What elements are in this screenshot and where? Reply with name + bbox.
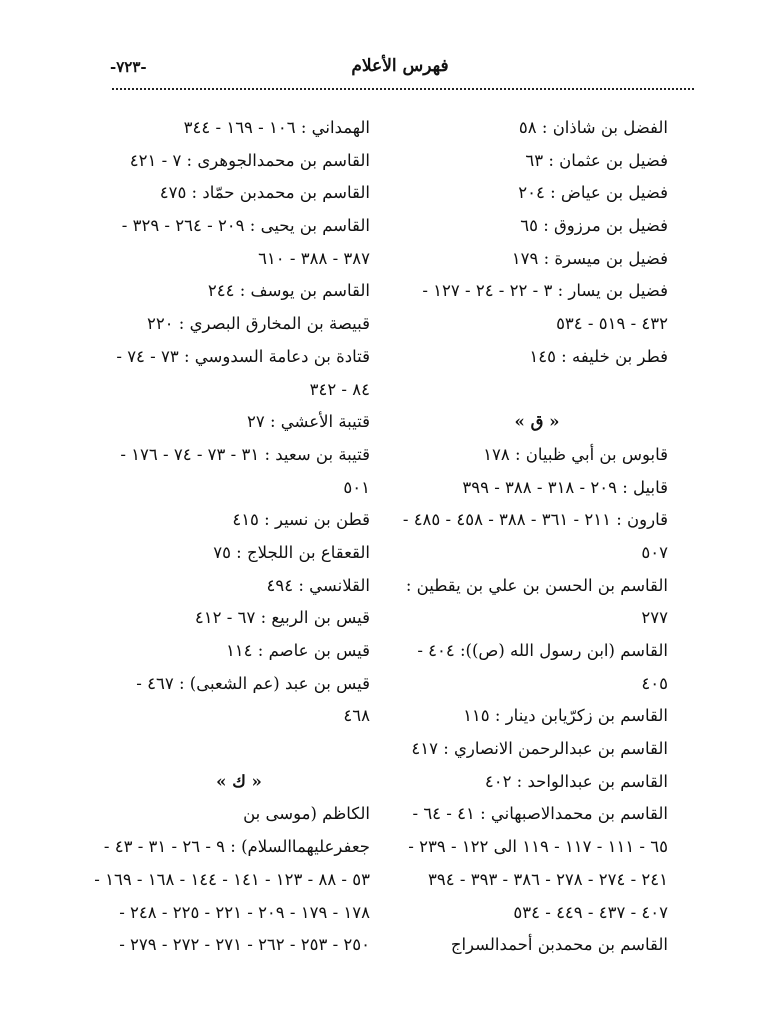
index-entry: فضيل بن يسار : ٣ - ٢٢ - ٢٤ - ١٢٧ - <box>422 281 668 301</box>
index-entry: قتيبة بن سعيد : ٣١ - ٧٣ - ٧٤ - ١٧٦ - <box>120 444 370 464</box>
blank-line <box>406 374 668 407</box>
index-entry-continuation: ٤٣٢ - ٥١٩ - ٥٣٤ <box>556 314 668 334</box>
index-entry-continuation: ٨٤ - ٣٤٢ <box>309 379 370 399</box>
page-title: فهرس الأعلام <box>351 56 449 76</box>
index-entry: القلانسي : ٤٩٤ <box>266 575 370 595</box>
index-entry: الكاظم (موسى بن <box>243 804 370 824</box>
index-entry-continuation: ٥٣ - ٨٨ - ١٢٣ - ١٤١ - ١٤٤ - ١٦٨ - ١٦٩ - <box>94 869 370 889</box>
index-entry: قطن بن نسير : ٤١٥ <box>232 510 370 530</box>
section-letter-heading: « ك » <box>216 771 262 791</box>
index-entry: القاسم بن محمدبن حمّاد : ٤٧٥ <box>159 183 370 203</box>
index-entry-continuation: ١٧٨ - ١٧٩ - ٢٠٩ - ٢٢١ - ٢٢٥ - ٢٤٨ - <box>119 902 370 922</box>
index-entry: قارون : ٢١١ - ٣٦١ - ٣٨٨ - ٤٥٨ - ٤٨٥ - <box>402 510 668 530</box>
index-entry: القاسم بن محمدالجوهرى : ٧ - ٤٢١ <box>129 150 370 170</box>
index-entry-continuation: ٥٠١ <box>343 477 370 497</box>
index-entry-continuation: ٦٥ - ١١١ - ١١٧ - ١١٩ الى ١٢٢ - ٢٣٩ - <box>408 837 668 857</box>
index-entry-continuation: ٣٨٧ - ٣٨٨ - ٦١٠ <box>258 248 370 268</box>
index-entry: قتادة بن دعامة السدوسي : ٧٣ - ٧٤ - <box>116 346 370 366</box>
index-entry: فضيل بن مرزوق : ٦٥ <box>520 216 668 236</box>
index-entry: القعقاع بن اللجلاج : ٧٥ <box>213 542 370 562</box>
index-entry: فضيل بن ميسرة : ١٧٩ <box>511 248 668 268</box>
index-entry: قيس بن عبد (عم الشعبى) : ٤٦٧ - <box>136 673 370 693</box>
index-entry: القاسم بن عبدالواحد : ٤٠٢ <box>484 771 668 791</box>
page-header <box>110 56 690 84</box>
index-entry-continuation: ٤٦٨ <box>343 706 370 726</box>
index-entry: فطر بن خليفه : ١٤٥ <box>529 346 668 366</box>
section-letter-heading: « ق » <box>514 412 560 432</box>
index-entry: القاسم (ابن رسول الله (ص)): ٤٠٤ - <box>417 641 668 660</box>
index-entry: قابوس بن أبي ظبيان : ١٧٨ <box>483 444 668 464</box>
index-entry: فضيل بن عثمان : ٦٣ <box>525 150 668 170</box>
index-entry: القاسم بن محمدبن أحمدالسراج <box>450 935 668 955</box>
index-column-right <box>402 112 668 962</box>
index-entry: قابيل : ٢٠٩ - ٣١٨ - ٣٨٨ - ٣٩٩ <box>462 477 668 497</box>
index-entry: القاسم بن عبدالرحمن الانصاري : ٤١٧ <box>411 739 668 759</box>
index-entry-continuation: ٤٠٧ - ٤٣٧ - ٤٤٩ - ٥٣٤ <box>513 902 668 922</box>
index-entry: قيس بن الربيع : ٦٧ - ٤١٢ <box>194 608 370 628</box>
index-entry: قيس بن عاصم : ١١٤ <box>225 641 370 660</box>
index-entry: قتيبة الأعشي : ٢٧ <box>246 412 370 432</box>
index-entry-continuation: ٥٠٧ <box>641 542 668 562</box>
index-entry: الفضل بن شاذان : ٥٨ <box>518 118 668 137</box>
blank-line <box>108 733 370 766</box>
index-entry: القاسم بن يحيى : ٢٠٩ - ٢٦٤ - ٣٢٩ - <box>121 216 370 236</box>
index-entry: القاسم بن يوسف : ٢٤٤ <box>207 281 370 301</box>
index-entry-continuation: جعفرعليهماالسلام) : ٩ - ٢٦ - ٣١ - ٤٣ - <box>103 837 370 857</box>
index-entry-continuation: ٢٥٠ - ٢٥٣ - ٢٦٢ - ٢٧١ - ٢٧٢ - ٢٧٩ - <box>119 935 370 955</box>
page-number: -٧٢٣- <box>110 58 147 76</box>
index-entry-continuation: ٢٧٧ <box>641 608 668 628</box>
index-entry: القاسم بن الحسن بن علي بن يقطين : <box>405 575 668 595</box>
index-entry-continuation: ٤٠٥ <box>641 673 668 693</box>
index-entry: قبيصة بن المخارق البصري : ٢٢٠ <box>146 314 370 334</box>
index-entry: فضيل بن عياض : ٢٠٤ <box>518 183 668 203</box>
index-column-left <box>94 112 370 962</box>
index-entry-continuation: ٢٤١ - ٢٧٤ - ٢٧٨ - ٣٨٦ - ٣٩٣ - ٣٩٤ <box>428 869 668 889</box>
header-dotted-rule <box>112 88 694 90</box>
index-entry: القاسم بن محمدالاصبهاني : ٤١ - ٦٤ - <box>412 804 668 824</box>
index-entry: الهمداني : ١٠٦ - ١٦٩ - ٣٤٤ <box>183 118 370 137</box>
index-entry: القاسم بن زكرّيابن دينار : ١١٥ <box>463 706 668 726</box>
